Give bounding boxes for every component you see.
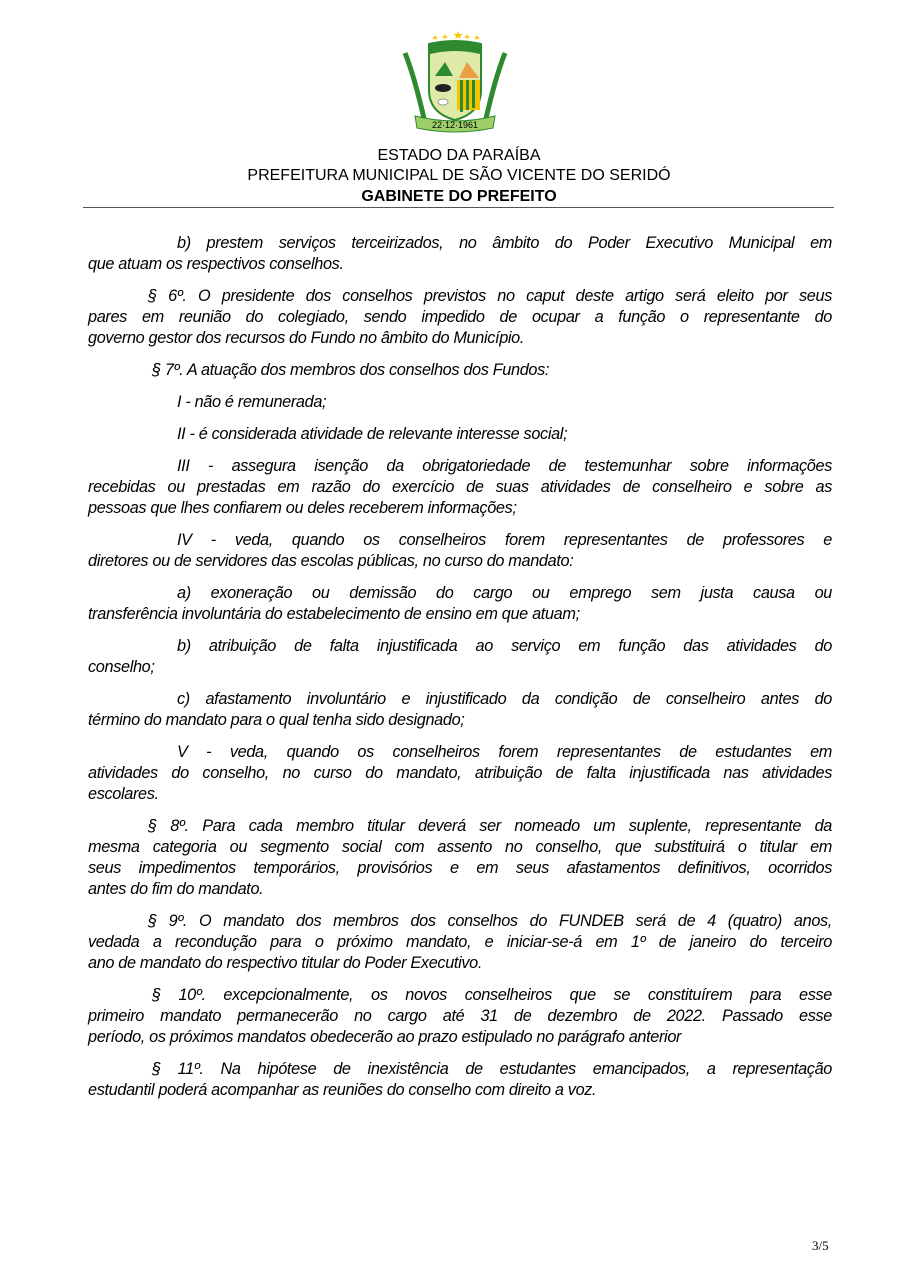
paragraph-line: seus impedimentos temporários, provisórios e em seus afastamentos definitivos, ocorridos	[88, 859, 832, 877]
paragraph-line: § 6º. O presidente dos conselhos previstos no caput deste artigo será eleito por seus	[148, 287, 832, 305]
paragraph-line: vedada a recondução para o próximo mandato, e iniciar-se-á em 1º de janeiro do terceiro	[88, 933, 832, 951]
paragraph-line: § 7º. A atuação dos membros dos conselhos dos Fundos:	[152, 361, 550, 379]
paragraph-line: § 10º. excepcionalmente, os novos conselheiros que se constituírem para esse	[152, 986, 832, 1004]
paragraph	[88, 456, 832, 519]
paragraph-line: § 11º. Na hipótese de inexistência de estudantes emancipados, a representação	[152, 1060, 832, 1078]
paragraph-line: V - veda, quando os conselheiros forem representantes de estudantes em	[177, 743, 832, 761]
paragraph-line: b) prestem serviços terceirizados, no âmbito do Poder Executivo Municipal em	[177, 234, 832, 252]
paragraph-line: pares em reunião do colegiado, sendo impedido de ocupar a função o representante do	[88, 308, 832, 326]
header-office: GABINETE DO PREFEITO	[361, 188, 557, 205]
paragraph	[88, 360, 832, 381]
paragraph-line: governo gestor dos recursos do Fundo no âmbito do Município.	[88, 329, 525, 347]
paragraph	[88, 1059, 832, 1101]
paragraph-line: estudantil poderá acompanhar as reuniões do conselho com direito a voz.	[88, 1081, 597, 1099]
paragraph	[88, 424, 832, 445]
paragraph-line: I - não é remunerada;	[177, 393, 327, 411]
paragraph	[88, 911, 832, 974]
paragraph-line: ano de mandato do respectivo titular do Poder Executivo.	[88, 954, 483, 972]
paragraph-line: pessoas que lhes confiarem ou deles receberem informações;	[88, 499, 517, 517]
paragraph	[88, 689, 832, 731]
paragraph-line: recebidas ou prestadas em razão do exercício de suas atividades de conselheiro e sobre as	[88, 478, 832, 496]
paragraph	[88, 985, 832, 1048]
municipal-coat-of-arms	[395, 28, 515, 133]
paragraph-line: antes do fim do mandato.	[88, 880, 264, 898]
document-body	[88, 233, 832, 1112]
paragraph	[88, 233, 832, 275]
paragraph	[88, 636, 832, 678]
paragraph-line: IV - veda, quando os conselheiros forem representantes de professores e	[177, 531, 832, 549]
crest-date: 22·12·1961	[431, 120, 479, 130]
paragraph-line: c) afastamento involuntário e injustificado da condição de conselheiro antes do	[177, 690, 832, 708]
paragraph-line: atividades do conselho, no curso do mandato, atribuição de falta injustificada nas atividades	[88, 764, 832, 782]
paragraph	[88, 583, 832, 625]
header-divider	[83, 207, 834, 208]
paragraph	[88, 742, 832, 805]
header-state: ESTADO DA PARAÍBA	[377, 147, 541, 164]
page-number: 3/5	[812, 1238, 829, 1253]
paragraph-line: b) atribuição de falta injustificada ao serviço em função das atividades do	[177, 637, 832, 655]
paragraph-line: a) exoneração ou demissão do cargo ou emprego sem justa causa ou	[177, 584, 832, 602]
paragraph	[88, 816, 832, 900]
paragraph-line: transferência involuntária do estabelecimento de ensino em que atuam;	[88, 605, 580, 623]
paragraph-line: escolares.	[88, 785, 159, 803]
paragraph	[88, 392, 832, 413]
paragraph-line: que atuam os respectivos conselhos.	[88, 255, 344, 273]
paragraph-line: III - assegura isenção da obrigatoriedade de testemunhar sobre informações	[177, 457, 832, 475]
paragraph-line: término do mandato para o qual tenha sido designado;	[88, 711, 465, 729]
header-municipality: PREFEITURA MUNICIPAL DE SÃO VICENTE DO SERIDÓ	[247, 167, 671, 184]
paragraph	[88, 530, 832, 572]
paragraph	[88, 286, 832, 349]
paragraph-line: § 9º. O mandato dos membros dos conselhos do FUNDEB será de 4 (quatro) anos,	[148, 912, 832, 930]
paragraph-line: diretores ou de servidores das escolas públicas, no curso do mandato:	[88, 552, 574, 570]
paragraph-line: mesma categoria ou segmento social com assento no conselho, que substituirá o titular em	[88, 838, 832, 856]
paragraph-line: II - é considerada atividade de relevante interesse social;	[177, 425, 568, 443]
paragraph-line: primeiro mandato permanecerão no cargo até 31 de dezembro de 2022. Passado esse	[88, 1007, 832, 1025]
paragraph-line: conselho;	[88, 658, 155, 676]
paragraph-line: § 8º. Para cada membro titular deverá ser nomeado um suplente, representante da	[148, 817, 832, 835]
paragraph-line: período, os próximos mandatos obedecerão ao prazo estipulado no parágrafo anterior	[88, 1028, 682, 1046]
